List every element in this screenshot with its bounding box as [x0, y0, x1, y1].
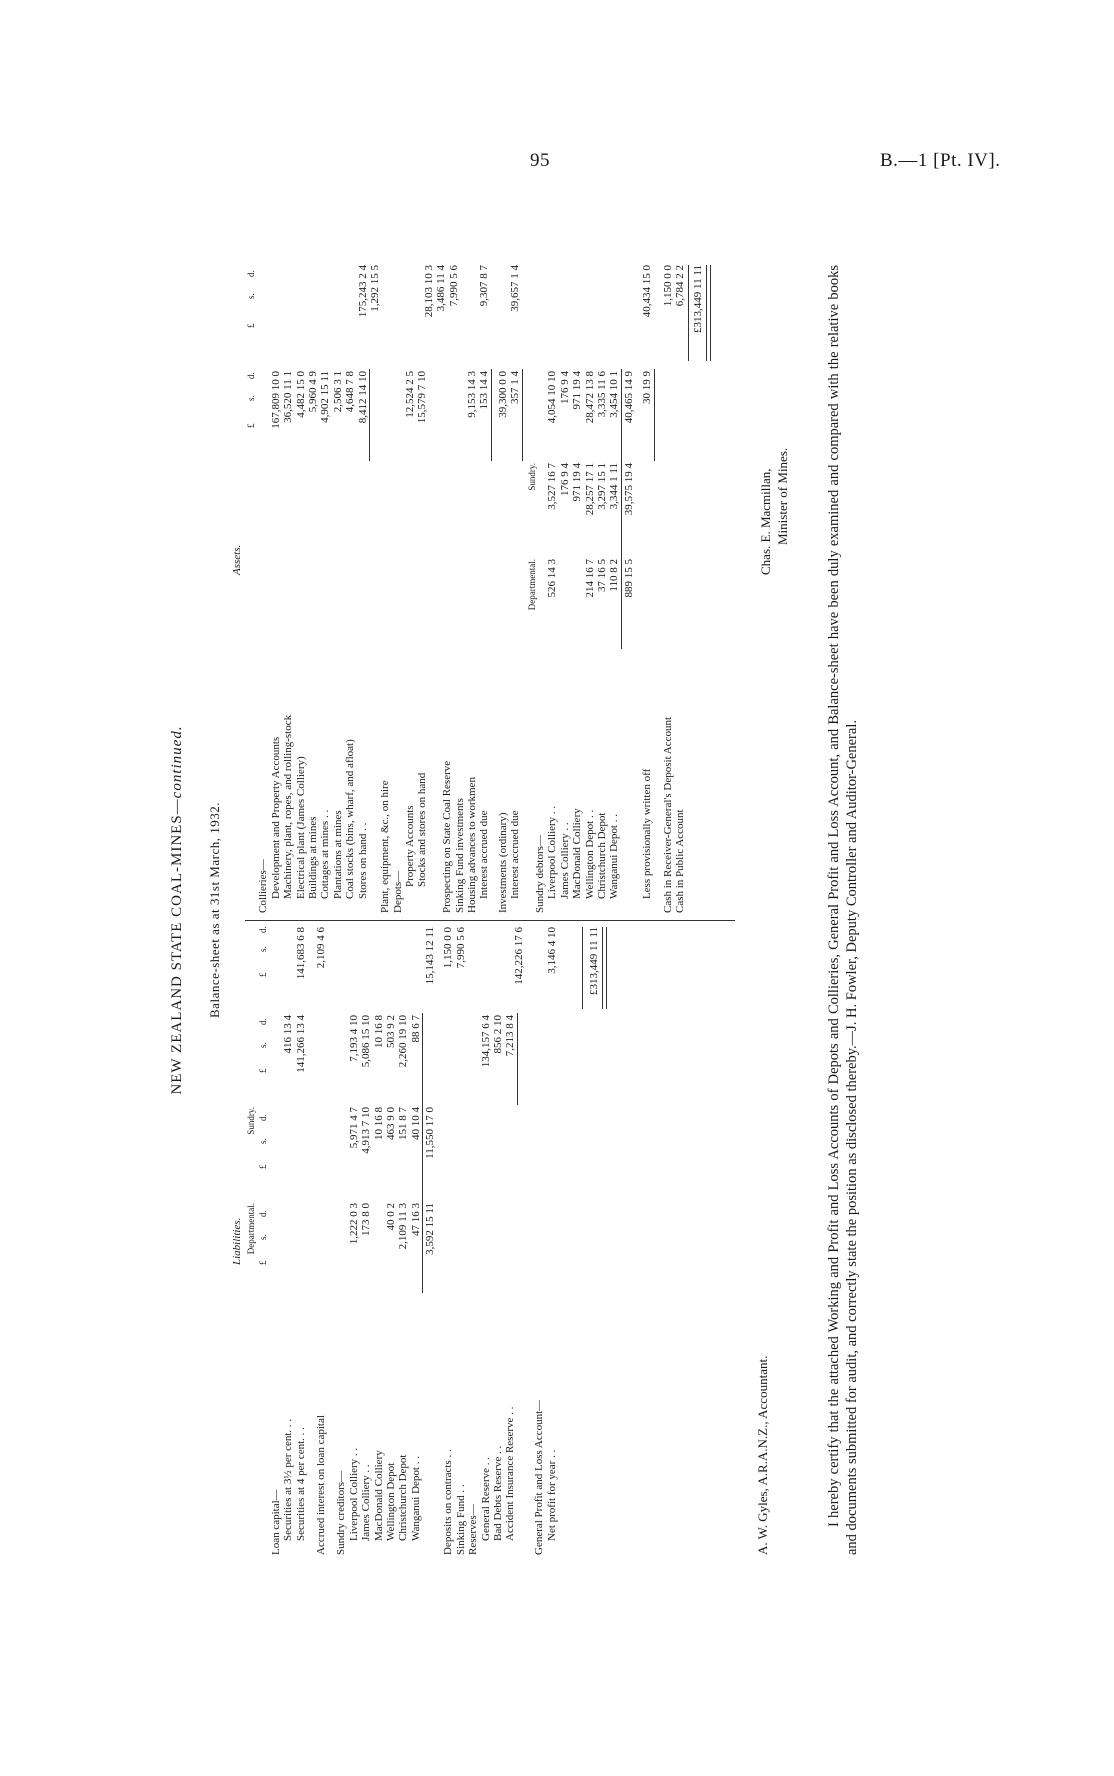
debtor-sundry: 3,344 1 11	[608, 463, 621, 510]
creditor-row	[385, 927, 397, 1555]
creditor-sundry: 10 16 8	[372, 1107, 385, 1140]
sinking-fund-total: 7,990 5 6	[454, 927, 467, 969]
creditor-name: Liverpool Colliery . .	[347, 1447, 360, 1541]
assets-heading: Assets.	[231, 544, 243, 575]
investments-total: 39,657 1 4	[509, 265, 522, 312]
creditor-row	[360, 927, 372, 1555]
debtor-sundry: 3,527 16 7	[546, 463, 559, 510]
depot-asset-label: Stocks and stores on hand	[416, 772, 429, 887]
debtor-dept: 214 16 7	[583, 559, 596, 598]
total-unit-pound: £	[258, 972, 269, 977]
sundry-creditors-total: 15,143 12 11	[424, 927, 437, 985]
debtor-amount: 4,054 10 10	[546, 371, 559, 424]
creditor-sundry: 151 8 7	[397, 1107, 410, 1140]
accrued-interest-total: 2,109 4 6	[314, 927, 327, 969]
reserve-amount: 7,213 8 4	[504, 1015, 517, 1057]
depot-asset-amount: 12,524 2 5	[404, 371, 417, 418]
creditor-row	[348, 927, 360, 1555]
minister-title: Minister of Mines.	[775, 447, 790, 545]
loan-capital-total: 141,683 6 8	[294, 927, 307, 980]
creditor-name: James Colliery . .	[360, 1464, 373, 1541]
loan-capital-label: Loan capital—	[269, 1489, 282, 1555]
colliery-asset-amount: 8,412 14 10	[356, 371, 369, 424]
colliery-asset-label: Machinery, plant, ropes, and rolling-stock	[282, 714, 295, 899]
reserve-amount: 134,157 6 4	[479, 1015, 492, 1068]
sundry-creditors-list	[348, 927, 422, 1555]
creditor-amount: 7,193 4 10	[347, 1015, 360, 1062]
housing-interest-amount: 153 14 4	[478, 371, 491, 410]
debtors-amount-total: 40,465 14 9	[622, 371, 635, 424]
debtor-dept: 37 16 5	[595, 559, 608, 592]
debtor-amount: 3,335 11 6	[595, 371, 608, 418]
colliery-asset-row	[295, 265, 307, 913]
sundry-debtors-list	[546, 265, 620, 913]
reserve-amount: 856 2 10	[492, 1015, 505, 1054]
reserves-label: Reserves—	[467, 1504, 480, 1555]
title-suffix: continued.	[169, 725, 185, 799]
colliery-asset-row	[344, 265, 356, 913]
total-unit-pound: £	[246, 323, 256, 328]
liabilities-heading: Liabilities.	[231, 1217, 243, 1265]
cash-receiver-label: Cash in Receiver-General's Deposit Account	[661, 716, 674, 913]
debtor-amount: 3,454 10 1	[608, 371, 621, 418]
debtors-sundry-header: Sundry.	[526, 463, 537, 491]
sundry-col-header: Sundry.	[246, 1107, 256, 1135]
collieries-list	[270, 265, 369, 913]
creditor-dept: 1,222 0 3	[347, 1203, 360, 1245]
depot-asset-label: Property Accounts	[404, 805, 417, 887]
creditor-sundry: 4,913 7 10	[360, 1107, 373, 1154]
creditor-row	[410, 927, 422, 1555]
colliery-asset-amount: 2,506 3 1	[331, 371, 344, 413]
colliery-asset-row	[270, 265, 282, 913]
creditor-name: MacDonald Colliery	[372, 1450, 385, 1541]
colliery-asset-label: Buildings at mines	[306, 816, 319, 899]
debtor-row	[559, 265, 571, 913]
document-reference: B.—1 [Pt. IV].	[880, 150, 1001, 171]
debtor-amount: 971 19 4	[571, 371, 584, 410]
housing-interest-label: Interest accrued due	[478, 810, 491, 899]
liabilities-grand-total: £313,449 11 11	[587, 927, 600, 995]
net-profit-total: 3,146 4 10	[545, 927, 558, 974]
creditor-amount: 503 9 2	[384, 1015, 397, 1048]
colliery-asset-row	[307, 265, 319, 913]
creditor-amount: 5,086 15 10	[360, 1015, 373, 1068]
sundry-debtors-label: Sundry debtors—	[533, 835, 546, 913]
cash-receiver-total: 1,150 0 0	[661, 265, 674, 307]
minister-name: Chas. E. Macmillan,	[758, 468, 773, 575]
debtor-name: James Colliery . .	[558, 822, 571, 899]
investments-interest-label: Interest accrued due	[509, 810, 522, 899]
creditor-name: Wellington Depot	[384, 1462, 397, 1541]
cash-public-total: 6,784 2 2	[673, 265, 686, 307]
colliery-asset-amount: 4,482 15 0	[294, 371, 307, 418]
colliery-asset-row	[282, 265, 294, 913]
document-title	[171, 255, 183, 1565]
assets-grand-total: £313,449 11 11	[692, 265, 705, 333]
written-off-label: Less provisionally written off	[641, 768, 654, 899]
plant-on-hire-total: 1,292 15 5	[369, 265, 382, 312]
debtor-sundry: 971 19 4	[571, 463, 584, 502]
plant-on-hire-label: Plant, equipment, &c., on hire	[379, 780, 392, 913]
sinking-fund-label: Sinking Fund . .	[454, 1484, 467, 1555]
sundry-unit-pound: £	[258, 1164, 269, 1169]
debtor-name: MacDonald Colliery	[571, 808, 584, 899]
housing-total: 9,307 8 7	[478, 265, 491, 307]
assets-panel	[245, 265, 703, 913]
colliery-asset-amount: 5,960 4 9	[306, 371, 319, 413]
total-unit-pence: d.	[246, 270, 256, 277]
amount-unit-shilling: s.	[258, 1042, 269, 1048]
investments-label: Investments (ordinary)	[496, 812, 509, 913]
amount-unit-pound: £	[246, 423, 256, 428]
loan-item-label: Securities at 4 per cent. . .	[294, 1427, 307, 1541]
dept-unit-pound: £	[258, 1260, 269, 1265]
balance-sheet-subtitle: Balance-sheet as at 31st March, 1932.	[207, 802, 222, 1018]
debtor-name: Wellington Depot . .	[583, 809, 596, 899]
colliery-asset-label: Coal stocks (bins, wharf, and afloat)	[344, 739, 357, 899]
debtor-name: Wanganui Depot . .	[608, 814, 621, 899]
debtor-row	[584, 265, 596, 913]
column-divider	[245, 920, 735, 921]
depots-label: Depots—	[391, 870, 404, 913]
collieries-total: 175,243 2 4	[356, 265, 369, 318]
reserve-row	[504, 927, 516, 1555]
colliery-asset-row	[319, 265, 331, 913]
reserves-total: 142,226 17 6	[512, 927, 525, 985]
sinking-invest-total: 7,990 5 6	[447, 265, 460, 307]
creditor-sundry: 40 10 4	[409, 1107, 422, 1140]
loan-item-amount: 416 13 4	[282, 1015, 295, 1054]
amount-unit-pence: d.	[258, 1018, 269, 1025]
creditor-dept: 40 0 2	[384, 1203, 397, 1231]
minister-signature	[757, 448, 791, 575]
depots-list	[404, 265, 435, 913]
depot-asset-row	[416, 265, 434, 913]
sundry-debtors-total: 40,434 15 0	[641, 265, 654, 318]
sundry-unit-pence: d.	[258, 1114, 269, 1121]
balance-sheet	[165, 255, 945, 1565]
colliery-asset-amount: 167,809 10 0	[269, 371, 282, 429]
debtor-amount: 28,472 13 8	[583, 371, 596, 424]
accountant-signature: A. W. Gyles, A.R.A.N.Z., Accountant.	[755, 1355, 770, 1555]
colliery-asset-amount: 4,648 7 8	[344, 371, 357, 413]
debtors-dept-total: 889 15 5	[622, 559, 635, 598]
total-unit-pence: d.	[258, 926, 269, 933]
written-off-amount: 30 19 9	[641, 371, 654, 404]
depots-total: 28,103 10 3	[422, 265, 435, 318]
debtor-name: Liverpool Colliery . .	[546, 805, 559, 899]
accrued-interest-label: Accrued interest on loan capital	[314, 1415, 327, 1555]
creditor-amount: 10 16 8	[372, 1015, 385, 1048]
reserve-name: Bad Debts Reserve . .	[492, 1445, 505, 1541]
investments-interest-amount: 357 1 4	[509, 371, 522, 404]
debtor-amount: 176 9 4	[558, 371, 571, 404]
investments-amount: 39,300 0 0	[496, 371, 509, 418]
creditor-dept: 47 16 3	[409, 1203, 422, 1236]
creditor-sundry: 5,971 4 7	[347, 1107, 360, 1149]
colliery-asset-label: Development and Property Accounts	[269, 736, 282, 899]
total-unit-shilling: s.	[246, 293, 256, 299]
colliery-asset-amount: 36,520 11 1	[282, 371, 295, 423]
collieries-label: Collieries—	[257, 859, 270, 913]
debtor-sundry: 176 9 4	[558, 463, 571, 496]
colliery-asset-label: Stores on hand . .	[356, 822, 369, 899]
net-profit-label: Net profit for year . .	[545, 1449, 558, 1541]
reserve-row	[492, 927, 504, 1555]
colliery-asset-label: Plantations at mines	[331, 810, 344, 899]
colliery-asset-label: Cottages at mines . .	[319, 809, 332, 899]
creditor-row	[373, 927, 385, 1555]
colliery-asset-amount: 4,902 15 11	[319, 371, 332, 423]
creditor-name: Christchurch Depot	[397, 1454, 410, 1541]
creditors-sundry-total: 11,550 17 0	[424, 1107, 437, 1159]
prospecting-total: 3,486 11 4	[435, 265, 448, 312]
sundry-unit-shilling: s.	[258, 1138, 269, 1144]
deposits-total: 1,150 0 0	[442, 927, 455, 969]
title-main: NEW ZEALAND STATE COAL-MINES—	[169, 798, 185, 1095]
debtor-row	[546, 265, 558, 913]
amount-unit-shilling: s.	[246, 395, 256, 401]
debtor-name: Christchurch Depot	[595, 812, 608, 899]
loan-item-label: Securities at 3½ per cent. . .	[282, 1418, 295, 1541]
creditor-sundry: 463 9 0	[384, 1107, 397, 1140]
colliery-asset-label: Electrical plant (James Colliery)	[294, 756, 307, 899]
colliery-asset-row	[332, 265, 344, 913]
debtor-row	[571, 265, 583, 913]
dept-unit-shilling: s.	[258, 1234, 269, 1240]
creditor-name: Wanganui Depot . .	[409, 1456, 422, 1541]
reserve-name: Accident Insurance Reserve . .	[504, 1406, 517, 1541]
prospecting-label: Prospecting on State Coal Reserve	[441, 760, 454, 913]
amount-unit-pence: d.	[246, 372, 256, 379]
dept-col-header: Departmental.	[246, 1203, 256, 1255]
debtor-row	[608, 265, 620, 913]
debtor-dept: 526 14 3	[546, 559, 559, 598]
dept-unit-pence: d.	[258, 1210, 269, 1217]
reserve-name: General Reserve . .	[479, 1457, 492, 1541]
sundry-creditors-label: Sundry creditors—	[335, 1470, 348, 1555]
sinking-invest-label: Sinking Fund investments	[453, 798, 466, 913]
liabilities-panel	[245, 927, 598, 1555]
housing-label: Housing advances to workmen	[466, 777, 479, 913]
depot-asset-amount: 15,579 7 10	[416, 371, 429, 424]
debtors-dept-header: Departmental.	[526, 559, 537, 611]
amount-unit-pound: £	[258, 1068, 269, 1073]
colliery-asset-row	[357, 265, 369, 913]
gpl-label: General Profit and Loss Account—	[533, 1399, 546, 1555]
loan-item-amount: 141,266 13 4	[294, 1015, 307, 1073]
reserve-row	[480, 927, 492, 1555]
deposits-label: Deposits on contracts . .	[442, 1449, 455, 1555]
creditors-dept-total: 3,592 15 11	[424, 1203, 437, 1255]
debtor-sundry: 3,297 15 1	[595, 463, 608, 510]
reserves-list	[480, 927, 517, 1555]
audit-certification: I hereby certify that the attached Working and Profit and Loss Accounts of Depots and Collieries, General Profit and Loss Account, and Balance-sheet have been duly examined and compared with the relative books and documents submitted for audit, and correctly state the position as disclosed thereby.—J. H. Fowler, Deputy Controller and Auditor-General.	[826, 265, 860, 1555]
debtor-row	[596, 265, 608, 913]
housing-amount: 9,153 14 3	[466, 371, 479, 418]
creditor-amount: 2,260 19 10	[397, 1015, 410, 1068]
cash-public-label: Cash in Public Account	[673, 809, 686, 913]
debtors-sundry-total: 39,575 19 4	[622, 463, 635, 516]
creditor-dept: 173 8 0	[360, 1203, 373, 1236]
debtor-dept: 110 8 2	[608, 559, 621, 592]
total-unit-shilling: s.	[258, 946, 269, 952]
creditor-amount: 88 6 7	[409, 1015, 422, 1043]
debtor-sundry: 28,257 17 1	[583, 463, 596, 516]
page-number: 95	[530, 150, 550, 171]
creditor-dept: 2,109 11 3	[397, 1203, 410, 1250]
creditor-row	[397, 927, 409, 1555]
